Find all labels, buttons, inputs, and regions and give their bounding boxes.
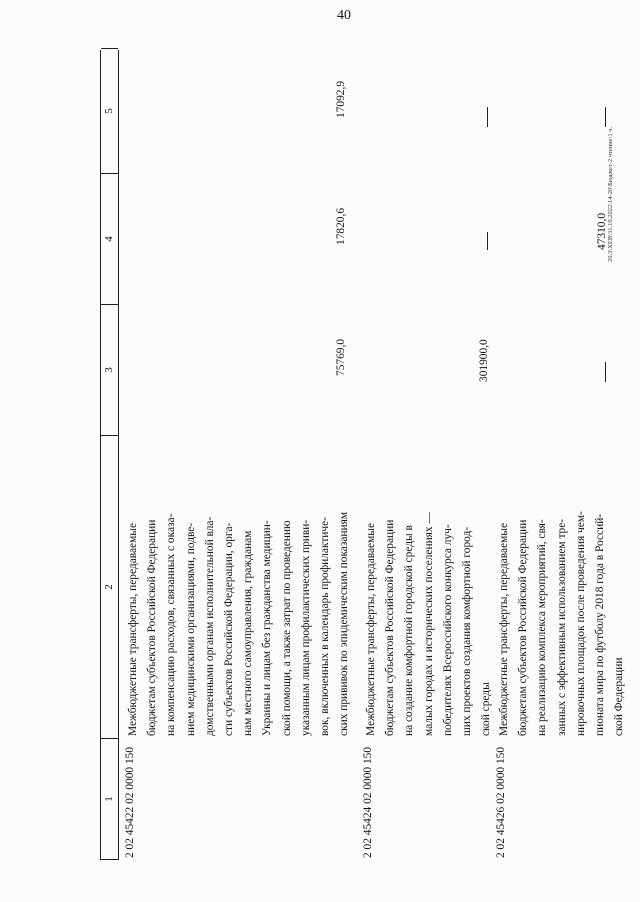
description-line: нам местного самоуправления, гражданам [242, 530, 255, 736]
description-line: ской Федерации [613, 657, 626, 736]
table-row [362, 50, 502, 860]
value-col3: 75769,0 [335, 338, 347, 376]
description-line: на создание комфортной городской среды в [403, 525, 416, 736]
value-col4: 17820,6 [335, 207, 347, 245]
value-col4: 47310,0 [596, 212, 608, 250]
table-row [495, 50, 635, 860]
value-col3: 301900,0 [478, 339, 490, 382]
description-line: бюджетам субъектов Российской Федерации [146, 519, 159, 736]
page-number: 40 [337, 8, 351, 23]
description-line: ской помощи, а также затрат по проведению [280, 520, 293, 736]
budget-table [100, 45, 626, 860]
column-header-4: 4 [101, 174, 118, 305]
description-line: бюджетам субъектов Российской Федерации [517, 519, 530, 736]
table-row [124, 50, 359, 860]
dash-col5 [487, 107, 488, 127]
description-line: Украины и лицам без гражданства медицин- [261, 520, 274, 736]
description-line: домственными органам исполнительной вла- [203, 516, 216, 736]
description-line: сти субъектов Российской Федерации, орга- [223, 522, 236, 736]
column-header-3: 3 [101, 305, 118, 436]
description-line: ших проектов создания комфортной город- [461, 526, 474, 736]
dash-col3 [605, 362, 606, 382]
column-header-5: 5 [101, 48, 118, 174]
description-line: Межбюджетные трансферты, передаваемые [127, 522, 139, 736]
description-line: на реализацию комплекса мероприятий, свя- [536, 519, 549, 736]
row-description [362, 438, 496, 736]
description-line: Межбюджетные трансферты, передаваемые [365, 522, 377, 736]
description-line: Межбюджетные трансферты, передаваемые [498, 522, 510, 736]
column-header-2: 2 [101, 436, 118, 739]
value-col5: 17092,9 [335, 80, 347, 118]
column-header-1: 1 [101, 739, 118, 860]
dash-col5 [605, 107, 606, 127]
description-line: победителях Всероссийского конкурса луч- [441, 524, 454, 736]
row-code: 2 02 45426 02 0000 150 [495, 746, 507, 858]
description-line: вок, включенных в календарь профилактиче- [319, 517, 332, 736]
dash-col4 [487, 232, 488, 250]
description-line: нировочных площадок после проведения чем- [574, 511, 587, 736]
description-line: ской среды [480, 682, 493, 736]
row-code: 2 02 45424 02 0000 150 [362, 746, 374, 858]
row-code: 2 02 45422 02 0000 150 [124, 746, 136, 858]
description-line: ских прививок по эпидемическим показаниям [338, 511, 351, 736]
footer-note: 20.3\XEB\31.10.2022\14-20\Бюджет-2 чтение\1 ч. [607, 126, 614, 262]
row-description [495, 438, 629, 736]
description-line: бюджетам субъектов Российской Федерации [384, 519, 397, 736]
description-line: малых городах и исторических поселениях — [422, 512, 435, 736]
description-line: нием медицинскими организациями, подве- [184, 522, 197, 736]
description-line: занных с эффективным использованием тре- [555, 518, 568, 736]
description-line: на компенсацию расходов, связанных с оказа- [165, 513, 178, 736]
row-description [124, 438, 354, 736]
table-header [100, 50, 119, 860]
description-line: указанным лицам профилактических приви- [299, 519, 312, 736]
description-line: пионата мира по футболу 2018 года в Россий- [594, 513, 607, 736]
